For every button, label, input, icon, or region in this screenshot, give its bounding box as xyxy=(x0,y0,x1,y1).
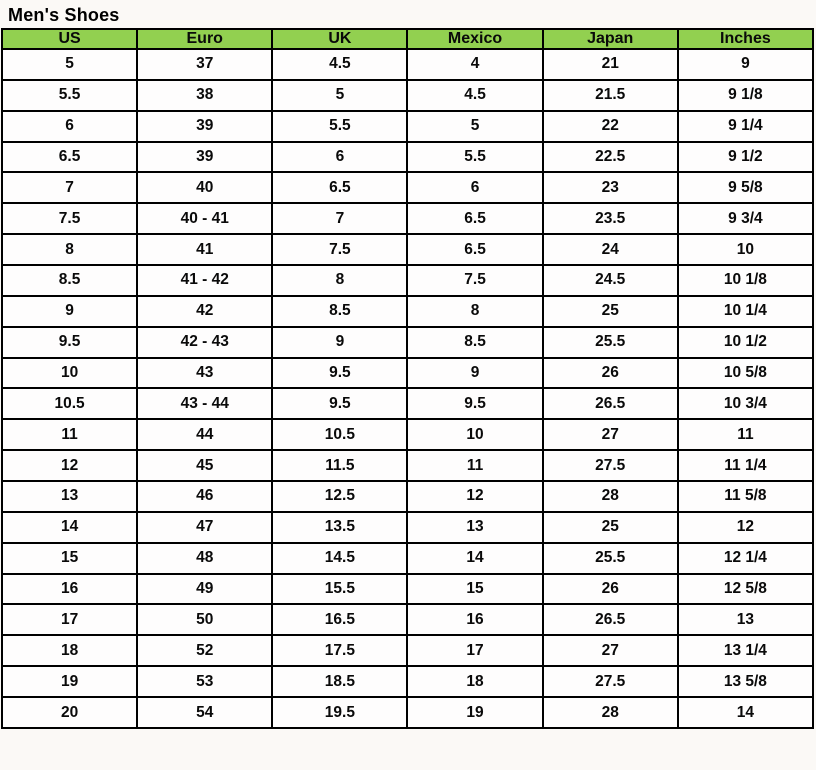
cell-inches: 10 3/4 xyxy=(678,388,813,419)
cell-uk: 10.5 xyxy=(272,419,407,450)
cell-us: 7 xyxy=(2,172,137,203)
table-header xyxy=(2,29,813,49)
cell-japan: 28 xyxy=(543,481,678,512)
cell-japan: 24.5 xyxy=(543,265,678,296)
column-header-euro: Euro xyxy=(137,29,272,49)
cell-euro: 40 xyxy=(137,172,272,203)
cell-euro: 39 xyxy=(137,111,272,142)
table-row xyxy=(2,111,813,142)
column-header-us: US xyxy=(2,29,137,49)
cell-uk: 6.5 xyxy=(272,172,407,203)
cell-us: 19 xyxy=(2,666,137,697)
cell-inches: 14 xyxy=(678,697,813,728)
cell-euro: 37 xyxy=(137,49,272,80)
cell-us: 16 xyxy=(2,574,137,605)
cell-uk: 16.5 xyxy=(272,604,407,635)
table-row xyxy=(2,666,813,697)
cell-us: 18 xyxy=(2,635,137,666)
cell-inches: 10 xyxy=(678,234,813,265)
table-row xyxy=(2,203,813,234)
cell-mexico: 5.5 xyxy=(407,142,542,173)
cell-mexico: 12 xyxy=(407,481,542,512)
cell-inches: 9 5/8 xyxy=(678,172,813,203)
cell-inches: 10 1/8 xyxy=(678,265,813,296)
cell-us: 5.5 xyxy=(2,80,137,111)
cell-uk: 4.5 xyxy=(272,49,407,80)
cell-inches: 13 xyxy=(678,604,813,635)
table-row xyxy=(2,265,813,296)
table-row xyxy=(2,635,813,666)
cell-uk: 11.5 xyxy=(272,450,407,481)
cell-mexico: 15 xyxy=(407,574,542,605)
size-conversion-table xyxy=(1,28,814,729)
cell-japan: 28 xyxy=(543,697,678,728)
cell-inches: 9 xyxy=(678,49,813,80)
cell-euro: 44 xyxy=(137,419,272,450)
cell-inches: 13 1/4 xyxy=(678,635,813,666)
header-row xyxy=(2,29,813,49)
cell-japan: 22.5 xyxy=(543,142,678,173)
cell-mexico: 6 xyxy=(407,172,542,203)
cell-uk: 7 xyxy=(272,203,407,234)
table-row xyxy=(2,697,813,728)
cell-euro: 43 xyxy=(137,358,272,389)
cell-inches: 9 1/2 xyxy=(678,142,813,173)
table-row xyxy=(2,80,813,111)
cell-euro: 43 - 44 xyxy=(137,388,272,419)
cell-mexico: 8 xyxy=(407,296,542,327)
table-row xyxy=(2,388,813,419)
table-row xyxy=(2,296,813,327)
cell-us: 6 xyxy=(2,111,137,142)
cell-euro: 41 xyxy=(137,234,272,265)
cell-us: 15 xyxy=(2,543,137,574)
cell-uk: 8.5 xyxy=(272,296,407,327)
cell-mexico: 13 xyxy=(407,512,542,543)
cell-japan: 23.5 xyxy=(543,203,678,234)
cell-euro: 41 - 42 xyxy=(137,265,272,296)
cell-japan: 25 xyxy=(543,296,678,327)
cell-mexico: 7.5 xyxy=(407,265,542,296)
table-row xyxy=(2,604,813,635)
cell-us: 8.5 xyxy=(2,265,137,296)
cell-euro: 40 - 41 xyxy=(137,203,272,234)
table-body xyxy=(2,49,813,728)
cell-us: 7.5 xyxy=(2,203,137,234)
cell-japan: 26.5 xyxy=(543,604,678,635)
table-row xyxy=(2,481,813,512)
cell-japan: 21.5 xyxy=(543,80,678,111)
cell-japan: 27 xyxy=(543,419,678,450)
cell-mexico: 10 xyxy=(407,419,542,450)
cell-euro: 39 xyxy=(137,142,272,173)
cell-inches: 10 1/2 xyxy=(678,327,813,358)
cell-uk: 5.5 xyxy=(272,111,407,142)
cell-euro: 48 xyxy=(137,543,272,574)
cell-japan: 26.5 xyxy=(543,388,678,419)
cell-mexico: 4 xyxy=(407,49,542,80)
cell-euro: 50 xyxy=(137,604,272,635)
table-row xyxy=(2,142,813,173)
cell-us: 9 xyxy=(2,296,137,327)
cell-uk: 19.5 xyxy=(272,697,407,728)
table-row xyxy=(2,450,813,481)
cell-mexico: 4.5 xyxy=(407,80,542,111)
cell-us: 13 xyxy=(2,481,137,512)
cell-inches: 12 1/4 xyxy=(678,543,813,574)
cell-euro: 53 xyxy=(137,666,272,697)
cell-euro: 49 xyxy=(137,574,272,605)
cell-mexico: 16 xyxy=(407,604,542,635)
cell-inches: 12 xyxy=(678,512,813,543)
cell-uk: 13.5 xyxy=(272,512,407,543)
cell-us: 5 xyxy=(2,49,137,80)
column-header-mexico: Mexico xyxy=(407,29,542,49)
cell-mexico: 17 xyxy=(407,635,542,666)
cell-uk: 9.5 xyxy=(272,388,407,419)
table-row xyxy=(2,543,813,574)
cell-euro: 54 xyxy=(137,697,272,728)
cell-mexico: 6.5 xyxy=(407,234,542,265)
cell-mexico: 9 xyxy=(407,358,542,389)
cell-uk: 12.5 xyxy=(272,481,407,512)
cell-euro: 47 xyxy=(137,512,272,543)
cell-us: 9.5 xyxy=(2,327,137,358)
cell-inches: 11 5/8 xyxy=(678,481,813,512)
table-row xyxy=(2,327,813,358)
cell-japan: 22 xyxy=(543,111,678,142)
cell-uk: 9.5 xyxy=(272,358,407,389)
cell-euro: 45 xyxy=(137,450,272,481)
table-row xyxy=(2,49,813,80)
cell-inches: 11 1/4 xyxy=(678,450,813,481)
cell-inches: 12 5/8 xyxy=(678,574,813,605)
cell-mexico: 5 xyxy=(407,111,542,142)
cell-japan: 21 xyxy=(543,49,678,80)
cell-uk: 6 xyxy=(272,142,407,173)
column-header-japan: Japan xyxy=(543,29,678,49)
table-row xyxy=(2,419,813,450)
cell-inches: 9 1/4 xyxy=(678,111,813,142)
cell-uk: 5 xyxy=(272,80,407,111)
cell-mexico: 19 xyxy=(407,697,542,728)
cell-euro: 42 xyxy=(137,296,272,327)
cell-uk: 9 xyxy=(272,327,407,358)
cell-euro: 52 xyxy=(137,635,272,666)
cell-us: 10 xyxy=(2,358,137,389)
cell-us: 6.5 xyxy=(2,142,137,173)
cell-us: 11 xyxy=(2,419,137,450)
cell-mexico: 14 xyxy=(407,543,542,574)
cell-us: 10.5 xyxy=(2,388,137,419)
cell-inches: 13 5/8 xyxy=(678,666,813,697)
cell-japan: 26 xyxy=(543,574,678,605)
cell-uk: 15.5 xyxy=(272,574,407,605)
cell-japan: 27 xyxy=(543,635,678,666)
cell-japan: 24 xyxy=(543,234,678,265)
cell-japan: 25.5 xyxy=(543,327,678,358)
cell-mexico: 8.5 xyxy=(407,327,542,358)
table-row xyxy=(2,574,813,605)
cell-us: 14 xyxy=(2,512,137,543)
cell-us: 12 xyxy=(2,450,137,481)
cell-japan: 25.5 xyxy=(543,543,678,574)
cell-inches: 10 5/8 xyxy=(678,358,813,389)
cell-japan: 23 xyxy=(543,172,678,203)
cell-euro: 38 xyxy=(137,80,272,111)
cell-us: 8 xyxy=(2,234,137,265)
cell-mexico: 6.5 xyxy=(407,203,542,234)
cell-inches: 11 xyxy=(678,419,813,450)
cell-uk: 8 xyxy=(272,265,407,296)
cell-japan: 26 xyxy=(543,358,678,389)
cell-us: 17 xyxy=(2,604,137,635)
cell-inches: 10 1/4 xyxy=(678,296,813,327)
cell-mexico: 18 xyxy=(407,666,542,697)
cell-japan: 27.5 xyxy=(543,450,678,481)
page-title: Men's Shoes xyxy=(8,5,120,25)
cell-uk: 7.5 xyxy=(272,234,407,265)
cell-japan: 25 xyxy=(543,512,678,543)
cell-uk: 18.5 xyxy=(272,666,407,697)
cell-inches: 9 1/8 xyxy=(678,80,813,111)
table-row xyxy=(2,512,813,543)
column-header-inches: Inches xyxy=(678,29,813,49)
cell-uk: 14.5 xyxy=(272,543,407,574)
cell-japan: 27.5 xyxy=(543,666,678,697)
cell-mexico: 9.5 xyxy=(407,388,542,419)
column-header-uk: UK xyxy=(272,29,407,49)
cell-uk: 17.5 xyxy=(272,635,407,666)
cell-us: 20 xyxy=(2,697,137,728)
cell-euro: 46 xyxy=(137,481,272,512)
cell-euro: 42 - 43 xyxy=(137,327,272,358)
table-row xyxy=(2,172,813,203)
cell-inches: 9 3/4 xyxy=(678,203,813,234)
table-row xyxy=(2,358,813,389)
table-row xyxy=(2,234,813,265)
cell-mexico: 11 xyxy=(407,450,542,481)
